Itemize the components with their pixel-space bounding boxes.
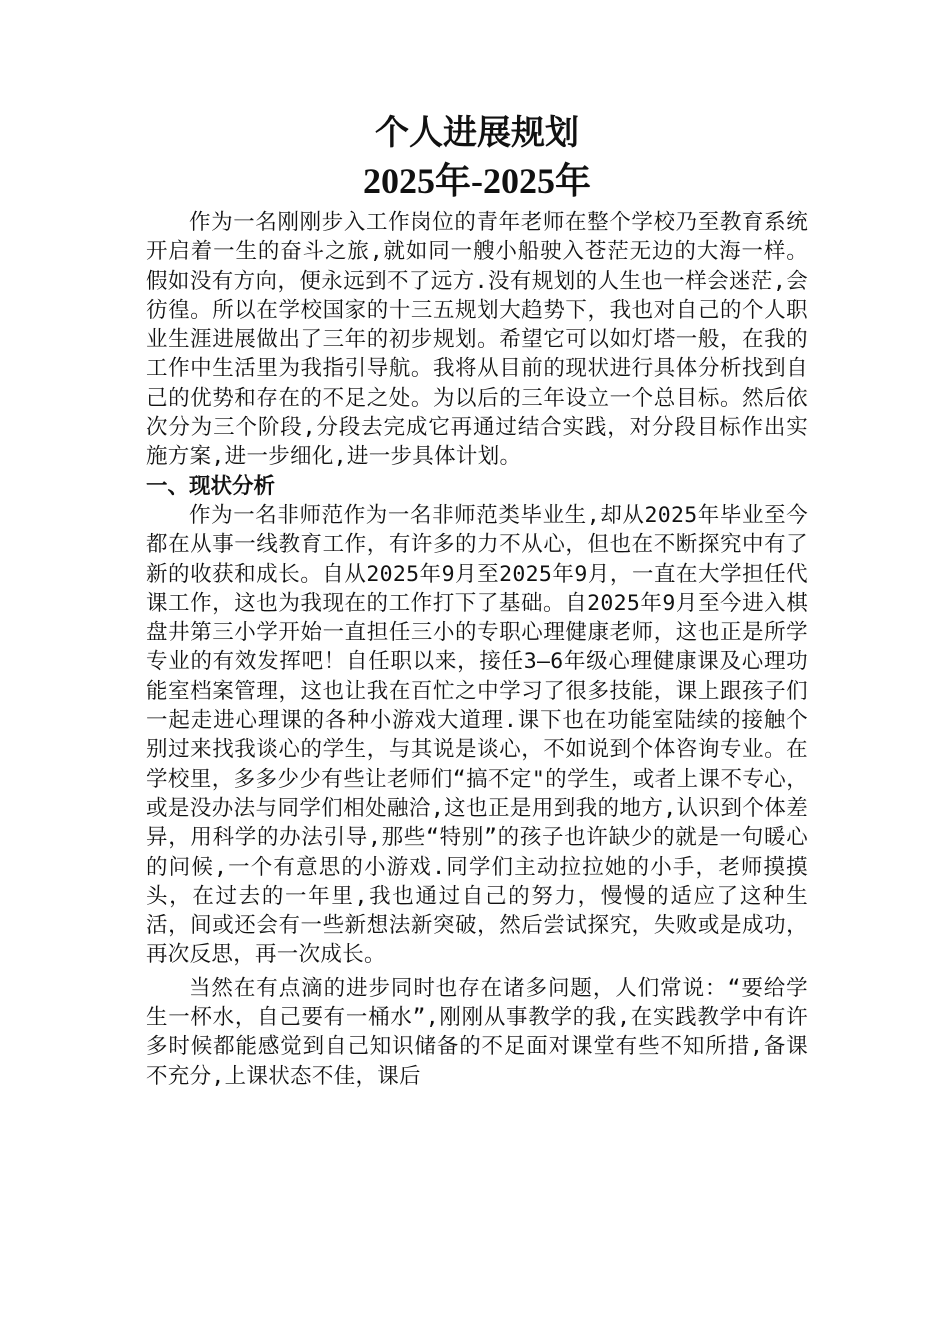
- status-analysis-paragraph-1: 作为一名非师范作为一名非师范类毕业生,却从2025年毕业至今都在从事一线教育工作，有许多的力不从心，但也在不断探究中有了新的收获和成长。自从2025年9月至2025年9月，一直在大学担任代课工作，这也为我现在的工作打下了基础。自2025年9月至今进入棋盘井第三小学开始一直担任三小的专职心理健康老师，这也正是所学专业的有效发挥吧！自任职以来，接任3—6年级心理健康课及心理功能室档案管理，这也让我在百忙之中学习了很多技能，课上跟孩子们一起走进心理课的各种小游戏大道理.课下也在功能室陆续的接触个别过来找我谈心的学生，与其说是谈心，不如说到个体咨询专业。在学校里，多多少少有些让老师们“搞不定"的学生，或者上课不专心，或是没办法与同学们相处融洽,这也正是用到我的地方,认识到个体差异，用科学的办法引导,那些“特别”的孩子也许缺少的就是一句暖心的问候,一个有意思的小游戏.同学们主动拉拉她的小手，老师摸摸头，在过去的一年里,我也通过自己的努力，慢慢的适应了这种生活，间或还会有一些新想法新突破，然后尝试探究，失败或是成功，再次反思，再一次成长。: [146, 502, 808, 968]
- status-analysis-paragraph-2: 当然在有点滴的进步同时也存在诸多问题，人们常说：“要给学生一杯水，自己要有一桶水”,刚刚从事教学的我,在实践教学中有许多时候都能感觉到自己知识储备的不足面对课堂有些不知所措,备课不充分,上课状态不佳，课后: [146, 975, 808, 1089]
- section-heading-status-analysis: 一、现状分析: [146, 473, 276, 499]
- document-subtitle: 2025年-2025年: [363, 161, 591, 201]
- document-body: [146, 110, 808, 1091]
- intro-paragraph: 作为一名刚刚步入工作岗位的青年老师在整个学校乃至教育系统开启着一生的奋斗之旅,就如同一艘小船驶入苍茫无边的大海一样。假如没有方向，便永远到不了远方.没有规划的人生也一样会迷茫,会彷徨。所以在学校国家的十三五规划大趋势下，我也对自己的个人职业生涯进展做出了三年的初步规划。希望它可以如灯塔一般，在我的工作中生活里为我指引导航。我将从目前的现状进行具体分析找到自己的优势和存在的不足之处。为以后的三年设立一个总目标。然后依次分为三个阶段,分段去完成它再通过结合实践，对分段目标作出实施方案,进一步细化,进一步具体计划。: [146, 210, 808, 470]
- document-title: 个人进展规划: [375, 113, 579, 153]
